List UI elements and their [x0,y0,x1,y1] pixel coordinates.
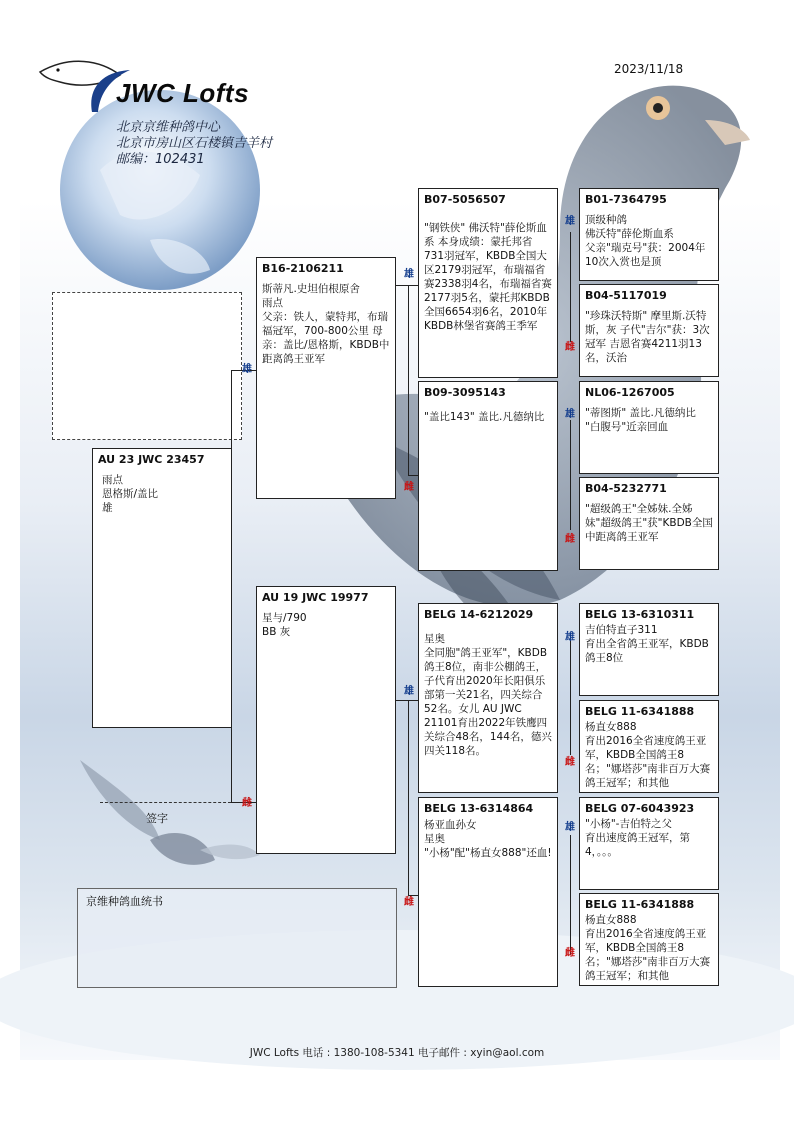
sex-marker-male: 雄 [565,216,575,227]
bird-description: 杨直女888 育出2016全省速度鸽王亚军，KBDB全国鸽王8名；"娜塔莎"南非百万大赛鸽王冠军；和其他 [585,914,711,982]
ring-number: AU 23 JWC 23457 [98,453,205,466]
sex-marker-male: 雄 [565,632,575,643]
pedigree-dss [579,603,719,696]
connector [408,475,418,476]
connector [570,835,571,955]
bird-description: 吉伯特直子311 育出全省鸽王亚军，KBDB鸽王8位 [585,624,709,664]
header-line-1: 北京京维种鸽中心 [116,120,221,135]
sex-marker-male: 雄 [565,409,575,420]
bird-description: 星奥 全同胞"鸽王亚军"，KBDB鸽王8位，南非公棚鸽王，子代育出2020年长阳俱乐部第一关21名，四关综合52名。女儿 AU JWC 21101育出2022年铁鹰四关综合48名，144名，德兴四关118名。 [424,633,552,757]
pedigree-sire-sire [418,188,558,378]
bird-description: 杨亚血孙女 星奥 "小杨"配"杨直女888"还血! [424,819,552,859]
bird-description: "钢铁侠" 佛沃特"薛伦斯血系 本身成绩：蒙托邦省731羽冠军，KBDB全国大区2179羽冠军，布瑞福省赛2338羽4名，布瑞福省赛2177羽5名，蒙托邦KBDB全国6654羽6名，2010年KBDB林堡省赛鸽王季军 [424,222,552,332]
sex-marker-female: 雌 [565,534,575,545]
pedigree-dds [579,797,719,890]
ring-number: B09-3095143 [424,386,506,399]
connector [408,700,409,895]
footer-contact: JWC Lofts 电话 : 1380-108-5341 电子邮件 : xyin@aol.com [249,1047,545,1059]
photo-placeholder [52,292,242,440]
ring-number: BELG 11-6341888 [585,705,695,718]
certificate-label: 京维种鸽血统书 [86,895,163,908]
connector [570,232,571,342]
connector [396,700,418,701]
connector [570,420,571,530]
header-address [116,120,272,168]
bird-description: "盖比143" 盖比.凡德纳比 [424,411,545,423]
pedigree-sds [579,381,719,474]
pedigree-sss [579,188,719,281]
bird-description: "珍珠沃特斯" 摩里斯.沃特斯，灰 子代"吉尔"获：3次冠军 吉恩省赛4211羽13名，沃治 [585,310,710,364]
pedigree-ddd [579,893,719,986]
header-line-2: 北京市房山区石楼镇吉羊村 [116,136,273,151]
bird-description: "蒂图斯" 盖比.凡德纳比 "白腹号"近亲回血 [585,407,696,433]
pedigree-sdd [579,477,719,570]
bird-description: "小杨"-吉伯特之父 育出速度鸽王冠军，第4，。。。 [585,818,690,858]
sex-marker-female: 雌 [565,342,575,353]
bird-description: 斯蒂凡.史坦伯根原舍 雨点 父亲：铁人，蒙特邦，布瑞福冠军，700-800公里 母亲：盖比/恩格斯，KBDB中距离鸽王亚军 [262,283,390,365]
pedigree-dsd [579,700,719,793]
ring-number: NL06-1267005 [585,386,675,399]
pedigree-dam [256,586,396,854]
signature-line [100,802,231,803]
pedigree-sire-dam [418,381,558,571]
header-line-3: 邮编：102431 [116,152,205,167]
ring-number: BELG 11-6341888 [585,898,695,911]
logo-text: JWC Lofts [116,78,250,108]
ring-number: B07-5056507 [424,193,506,206]
ring-number: B04-5232771 [585,482,667,495]
bird-description: 顶级种鸽 佛沃特"薛伦斯血系 父亲"瑞克号"获：2004年10次入赏也是顶 [585,214,706,268]
ring-number: B01-7364795 [585,193,667,206]
ring-number: BELG 13-6314864 [424,802,534,815]
connector [408,285,409,475]
bird-description: 星与/790 BB 灰 [262,612,307,638]
ring-number: BELG 14-6212029 [424,608,534,621]
sex-marker-female: 雌 [404,897,414,908]
ring-number: B16-2106211 [262,262,344,275]
pedigree-subject [92,448,232,728]
print-date: 2023/11/18 [614,62,684,76]
bird-description: 雨点 恩格斯/盖比 雄 [102,474,159,514]
ring-number: B04-5117019 [585,289,667,302]
certificate-box [77,888,397,988]
sex-marker-female: 雌 [565,757,575,768]
connector [570,640,571,755]
pedigree-sire [256,257,396,499]
connector [396,285,418,286]
bird-description: "超级鸽王"全姊妹.全姊妹"超级鸽王"获"KBDB全国中距离鸽王亚军 [585,503,713,543]
signature-label: 签字 [146,812,168,825]
ring-number: AU 19 JWC 19977 [262,591,369,604]
sex-marker-female: 雌 [404,482,414,493]
pedigree-dam-dam [418,797,558,987]
bird-description: 杨直女888 育出2016全省速度鸽王亚军，KBDB全国鸽王8名；"娜塔莎"南非百万大赛鸽王冠军；和其他 [585,721,711,789]
sex-marker-male: 雄 [404,269,414,280]
sex-marker-female: 雌 [242,798,252,809]
ring-number: BELG 13-6310311 [585,608,695,621]
sex-marker-male: 雄 [404,686,414,697]
sex-marker-male: 雄 [565,822,575,833]
pedigree-ssd [579,284,719,377]
sex-marker-male: 雄 [242,364,252,375]
ring-number: BELG 07-6043923 [585,802,695,815]
pedigree-dam-sire [418,603,558,793]
sex-marker-female: 雌 [565,948,575,959]
